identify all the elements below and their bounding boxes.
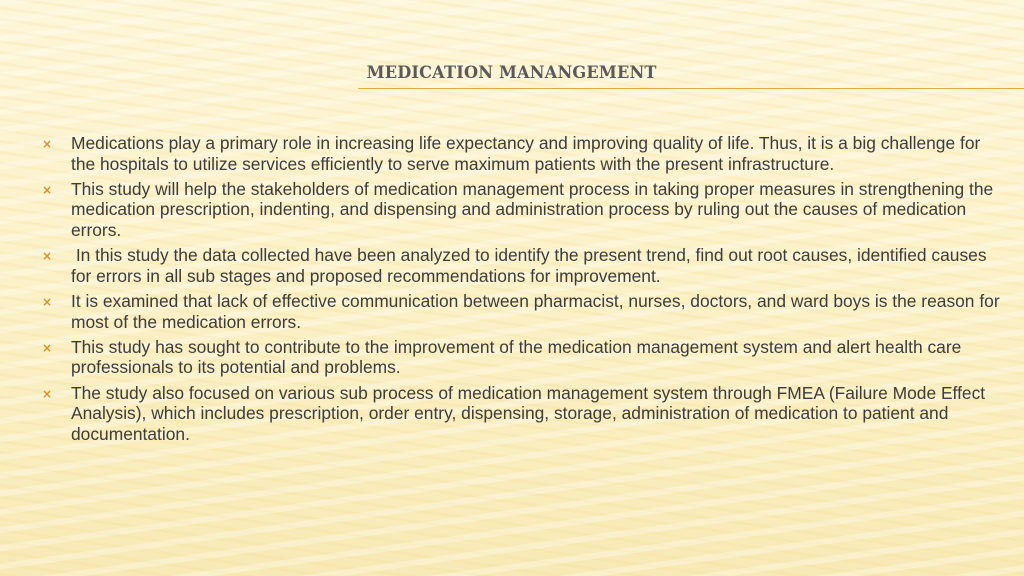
bullet-item <box>42 133 1002 174</box>
title-area <box>0 56 1024 90</box>
bullet-item <box>42 337 1002 378</box>
bullet-text: It is examined that lack of effective communication between pharmacist, nurses, doctors, and ward boys is the reason for most of the medication errors. <box>71 290 1000 332</box>
cross-bullet-icon: × <box>42 386 53 401</box>
title-underline <box>358 88 1024 89</box>
bullet-text: In this study the data collected have been analyzed to identify the present trend, find out root causes, identified causes for errors in all sub stages and proposed recommendations for improvement. <box>71 245 992 286</box>
cross-bullet-icon: × <box>42 182 53 197</box>
cross-bullet-icon: × <box>42 137 53 151</box>
bullet-list <box>42 133 1002 449</box>
bullet-text: Medications play a primary role in increasing life expectancy and improving quality of life. Thus, it is a big challenge for the hospitals to utilize services efficiently to serve maximum patients with the present infrastructure. <box>71 133 981 174</box>
slide-title: MEDICATION MANANGEMENT <box>367 63 657 83</box>
bullet-text: This study has sought to contribute to the improvement of the medication management system and alert health care professionals to its potential and problems. <box>71 336 962 378</box>
bullet-item <box>42 291 1002 332</box>
cross-bullet-icon: × <box>42 294 53 309</box>
bullet-item <box>42 179 1002 241</box>
bullet-text: This study will help the stakeholders of medication management process in taking proper measures in strengthening the medication prescription, indenting, and dispensing and administration process by ruling out the causes of medication errors. <box>71 178 994 240</box>
bullet-item <box>42 245 1002 286</box>
bullet-item <box>42 383 1002 445</box>
cross-bullet-icon: × <box>42 249 53 264</box>
cross-bullet-icon: × <box>42 340 53 355</box>
bullet-text: The study also focused on various sub process of medication management system through FMEA (Failure Mode Effect Analysis), which includes prescription, order entry, dispensing, storage, administration of medication to patient and documentation. <box>71 382 986 444</box>
